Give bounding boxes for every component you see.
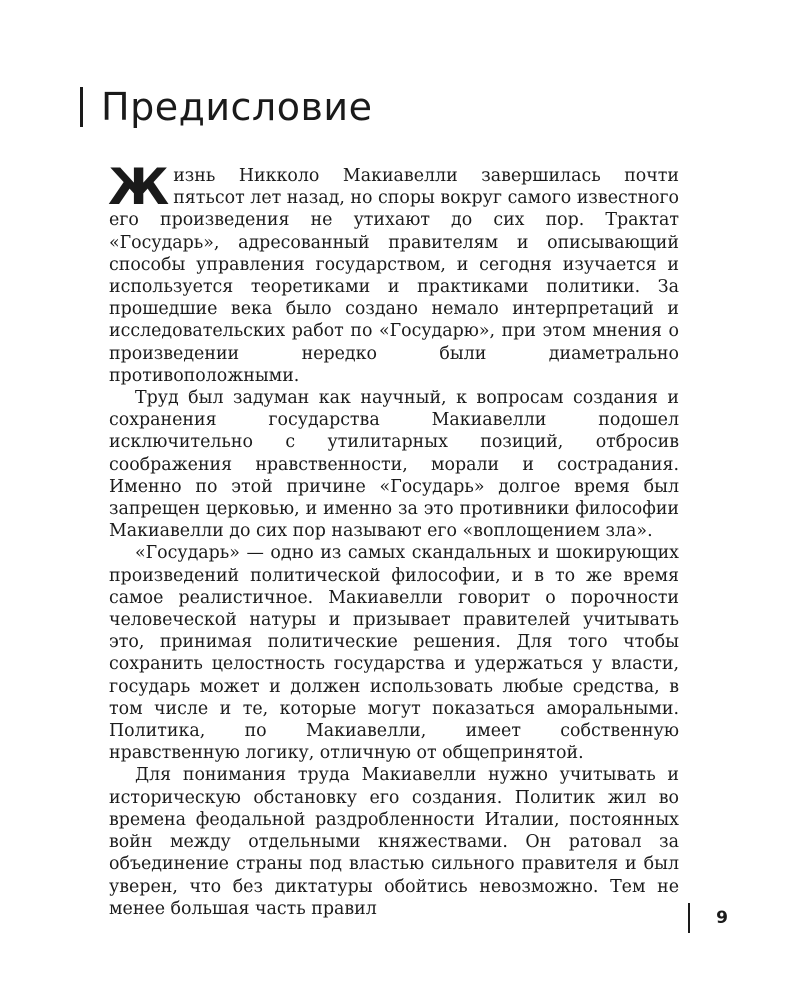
drop-cap: Ж xyxy=(108,158,170,216)
page-number: 9 xyxy=(716,908,728,928)
body-text xyxy=(108,158,679,920)
heading xyxy=(80,82,372,132)
paragraph-2: Труд был задуман как научный, к вопросам создания и сохранения государства Макиавелли подошел исключительно с утилитарных позиций, отбросив соображения нравственности, морали и сострадания. Именно по этой причине «Государь» долгое время был запрещен церковью, и именно за это противники философии Макиавелли до сих пор называют его «воплощением зла». xyxy=(109,388,679,542)
footer-bar xyxy=(688,903,690,933)
paragraph-1-text: изнь Никколо Макиавелли завершилась почти пятьсот лет назад, но споры вокруг самого известного его произведения не утихают до сих пор. Трактат «Государь», адресованный правителям и описывающий способы управления государством, и сегодня изучается и используется теоретиками и практиками политики. За прошедшие века было создано немало интерпретаций и исследовательских работ по «Государю», при этом мнения о произведении нередко были диаметрально противоположными. xyxy=(109,166,679,386)
paragraph-3: «Государь» — одно из самых скандальных и шокирующих произведений политической философии, и в то же время самое реалистичное. Макиавелли говорит о порочности человеческой натуры и призывает правителей учитывать это, принимая политические решения. Для того чтобы сохранить целостность государства и удержаться у власти, государь может и должен использовать любые средства, в том числе и те, которые могут показаться аморальными. Политика, по Макиавелли, имеет собственную нравственную логику, отличную от общепринятой. xyxy=(109,543,679,764)
page-title: Предисловие xyxy=(101,85,373,129)
heading-bar xyxy=(80,87,83,127)
paragraph-1 xyxy=(108,158,679,387)
paragraph-4: Для понимания труда Макиавелли нужно учитывать и историческую обстановку его создания. Политик жил во времена феодальной раздробленности Италии, постоянных войн между отдельными княжествами. Он ратовал за объединение страны под властью сильного правителя и был уверен, что без диктатуры обойтись невозможно. Тем не менее большая часть правил xyxy=(109,765,679,919)
page-footer xyxy=(688,903,728,933)
